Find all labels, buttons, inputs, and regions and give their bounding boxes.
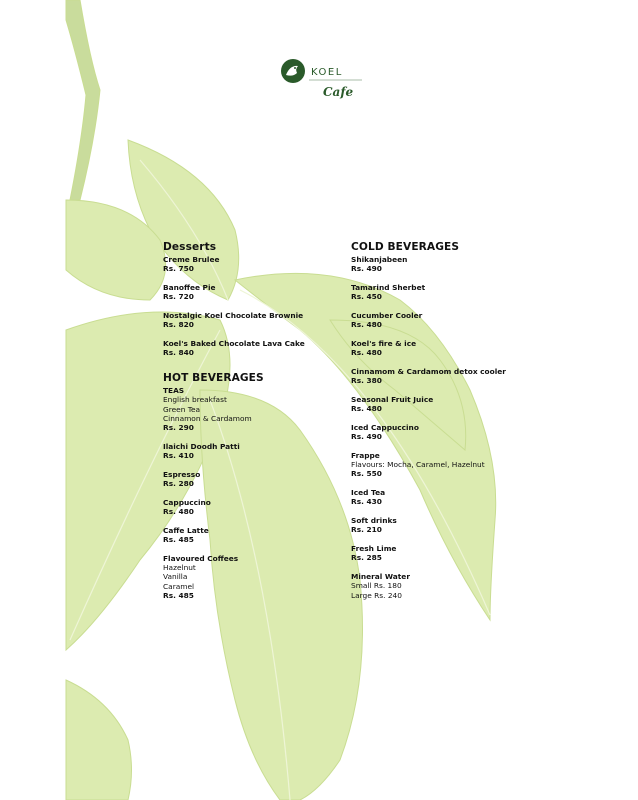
item-option: Large Rs. 240	[351, 590, 402, 600]
item-option: Flavours: Mocha, Caramel, Hazelnut	[351, 460, 485, 470]
menu-item	[351, 488, 521, 507]
menu-item-teas	[163, 386, 333, 432]
cold-beverages-title: COLD BEVERAGES	[351, 241, 460, 253]
item-price: Rs. 480	[351, 404, 382, 414]
koel-cafe-logo	[276, 55, 366, 105]
item-name: Creme Brulee	[163, 255, 220, 264]
item-price: Rs. 750	[163, 264, 194, 274]
item-name: Iced Cappuccino	[351, 422, 419, 432]
item-name: Soft drinks	[351, 516, 397, 526]
menu-item	[351, 516, 521, 535]
menu-item	[351, 339, 521, 358]
menu-item-frappe	[351, 451, 521, 479]
item-price: Rs. 410	[163, 451, 194, 461]
item-price: Rs. 485	[163, 535, 194, 545]
item-name: Cucumber Cooler	[351, 310, 423, 320]
menu-item	[163, 442, 333, 461]
item-price: Rs. 210	[351, 525, 382, 535]
hot-beverages-title: HOT BEVERAGES	[163, 371, 264, 384]
item-name: Cappuccino	[163, 497, 211, 507]
item-price: Rs. 490	[351, 432, 382, 442]
item-price: Rs. 280	[163, 479, 194, 489]
menu-item	[351, 283, 521, 302]
item-name: Iced Tea	[351, 488, 386, 498]
item-name: Flavoured Coffees	[163, 553, 239, 563]
menu-item	[351, 423, 521, 442]
item-name: Koel's fire & ice	[351, 338, 417, 348]
item-option: Hazelnut	[163, 563, 196, 573]
item-name: Koel's Baked Chocolate Lava Cake	[163, 338, 305, 348]
menu-item	[351, 255, 521, 274]
item-price: Rs. 550	[351, 469, 382, 479]
menu-item	[163, 255, 333, 274]
item-option: Cinnamon & Cardamom	[163, 413, 252, 423]
left-menu-column	[163, 241, 333, 610]
item-name: Ilaichi Doodh Patti	[163, 441, 240, 451]
item-name: TEAS	[163, 385, 185, 395]
item-option: Green Tea	[163, 404, 201, 414]
item-price: Rs. 480	[351, 320, 382, 330]
item-option: English breakfast	[163, 395, 227, 405]
item-name: Espresso	[163, 469, 201, 479]
menu-item-flavoured-coffees	[163, 554, 333, 600]
right-menu-column	[351, 241, 521, 609]
item-price: Rs. 380	[351, 376, 382, 386]
item-price: Rs. 480	[351, 348, 382, 358]
menu-item	[351, 395, 521, 414]
item-name: Shikanjabeen	[351, 255, 408, 264]
item-name: Mineral Water	[351, 572, 410, 582]
item-option: Caramel	[163, 581, 195, 591]
menu-item-mineral-water	[351, 572, 521, 600]
menu-item	[351, 311, 521, 330]
menu-item	[163, 339, 333, 358]
menu-item	[163, 498, 333, 517]
item-price: Rs. 450	[351, 292, 382, 302]
item-price: Rs. 290	[163, 423, 194, 433]
item-price: Rs. 840	[163, 348, 194, 358]
item-option: Vanilla	[163, 572, 188, 582]
desserts-title: Desserts	[163, 241, 217, 253]
item-price: Rs. 485	[163, 590, 194, 600]
menu-item	[351, 367, 521, 386]
item-name: Caffe Latte	[163, 525, 209, 535]
item-name: Frappe	[351, 450, 380, 460]
item-name: Cinnamom & Cardamom detox cooler	[351, 366, 506, 376]
item-price: Rs. 490	[351, 264, 382, 274]
item-name: Seasonal Fruit Juice	[351, 394, 434, 404]
menu-item	[163, 470, 333, 489]
item-price: Rs. 285	[351, 553, 382, 563]
item-name: Banoffee Pie	[163, 282, 216, 292]
brand-script: Cafe	[323, 85, 354, 99]
item-option: Small Rs. 180	[351, 581, 402, 591]
item-name: Nostalgic Koel Chocolate Brownie	[163, 310, 304, 320]
item-price: Rs. 480	[163, 507, 194, 517]
menu-item	[163, 311, 333, 330]
item-name: Fresh Lime	[351, 544, 397, 554]
item-name: Tamarind Sherbet	[351, 282, 426, 292]
menu-item	[351, 544, 521, 563]
item-price: Rs. 430	[351, 497, 382, 507]
item-price: Rs. 820	[163, 320, 194, 330]
item-price: Rs. 720	[163, 292, 194, 302]
brand-name: KOEL	[311, 67, 343, 78]
menu-item	[163, 283, 333, 302]
menu-item	[163, 526, 333, 545]
